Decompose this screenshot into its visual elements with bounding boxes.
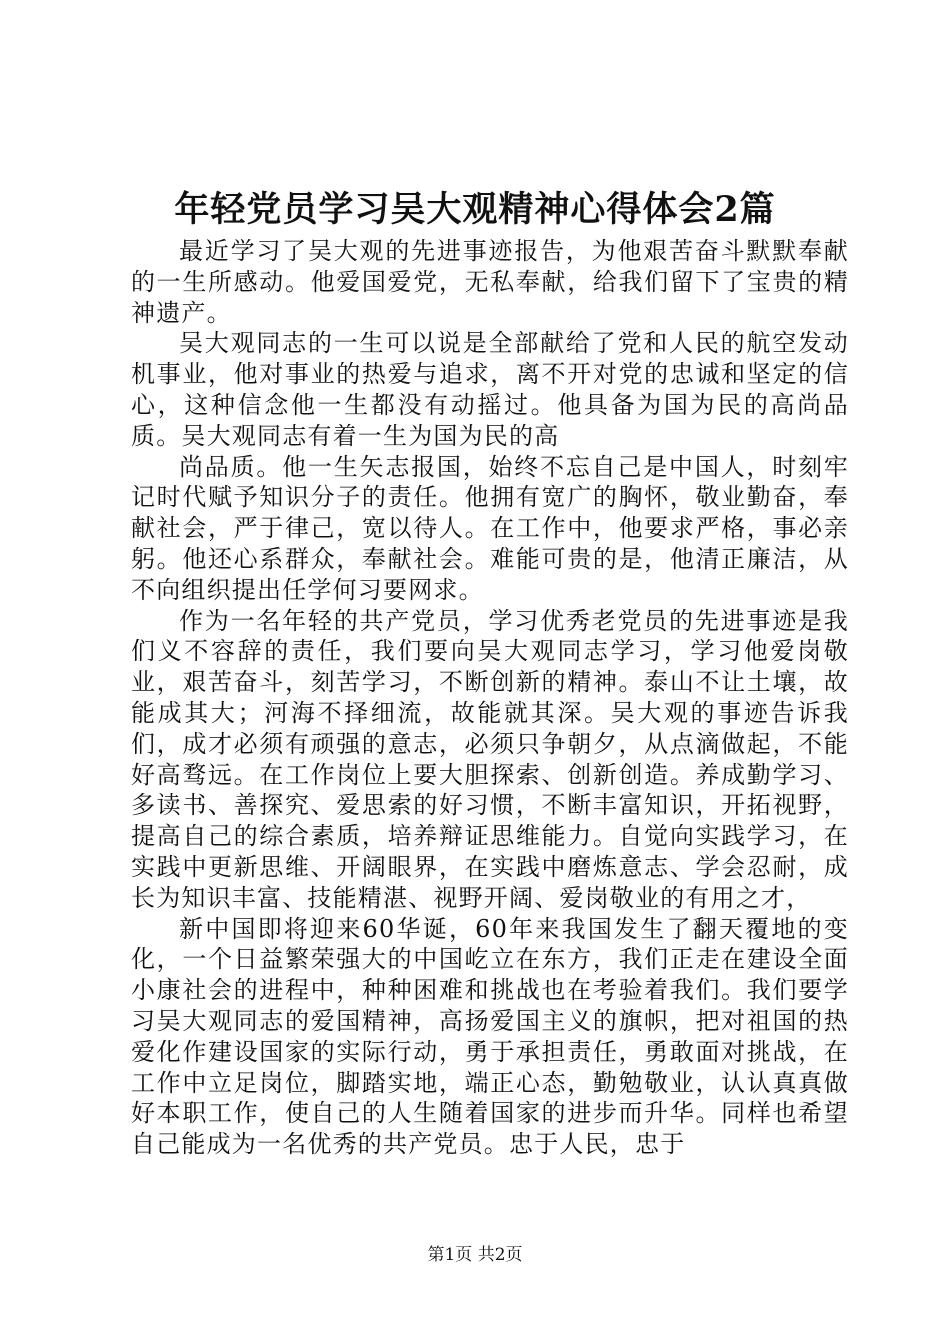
paragraph: 作为一名年轻的共产党员，学习优秀老党员的先进事迹是我们义不容辞的责任，我们要向吴大观同志学习，学习他爱岗敬业，艰苦奋斗，刻苦学习，不断创新的精神。泰山不让土壤，故能成其大；河海不择细流，故能就其深。吴大观的事迹告诉我们，成才必须有顽强的意志，必须只争朝夕，从点滴做起，不能好高骛远。在工作岗位上要大胆探索、创新创造。养成勤学习、多读书、善探究、爱思索的好习惯，不断丰富知识，开拓视野，提高自己的综合素质，培养辩证思维能力。自觉向实践学习，在实践中更新思维、开阔眼界，在实践中磨炼意志、学会忍耐，成长为知识丰富、技能精湛、视野开阔、爱岗敬业的有用之才， [131, 606, 849, 912]
page-number-footer: 第1页 共2页 [427, 1245, 523, 1265]
paragraph: 尚品质。他一生矢志报国，始终不忘自己是中国人，时刻牢记时代赋予知识分子的责任。他拥有宽广的胸怀，敬业勤奋，奉献社会，严于律己，宽以待人。在工作中，他要求严格，事必亲躬。他还心系群众，奉献社会。难能可贵的是，他清正廉洁，从不向组织提出任学何习要网求。 [131, 452, 849, 604]
paragraph: 吴大观同志的一生可以说是全部献给了党和人民的航空发动机事业，他对事业的热爱与追求，离不开对党的忠诚和坚定的信心，这种信念他一生都没有动摇过。他具备为国为民的高尚品质。吴大观同志有着一生为国为民的高 [131, 329, 849, 450]
document-title: 年轻党员学习吴大观精神心得体会2篇 [174, 189, 776, 230]
paragraph: 最近学习了吴大观的先进事迹报告，为他艰苦奋斗默默奉献的一生所感动。他爱国爱党，无私奉献，给我们留下了宝贵的精神遗产。 [131, 237, 849, 327]
document-body [131, 236, 849, 1160]
paragraph: 新中国即将迎来60华诞，60年来我国发生了翻天覆地的变化，一个日益繁荣强大的中国屹立在东方，我们正走在建设全面小康社会的进程中，种种困难和挑战也在考验着我们。我们要学习吴大观同志的爱国精神，高扬爱国主义的旗帜，把对祖国的热爱化作建设国家的实际行动，勇于承担责任，勇敢面对挑战，在工作中立足岗位，脚踏实地，端正心态，勤勉敬业，认认真真做好本职工作，使自己的人生随着国家的进步而升华。同样也希望自己能成为一名优秀的共产党员。忠于人民，忠于 [131, 914, 849, 1159]
